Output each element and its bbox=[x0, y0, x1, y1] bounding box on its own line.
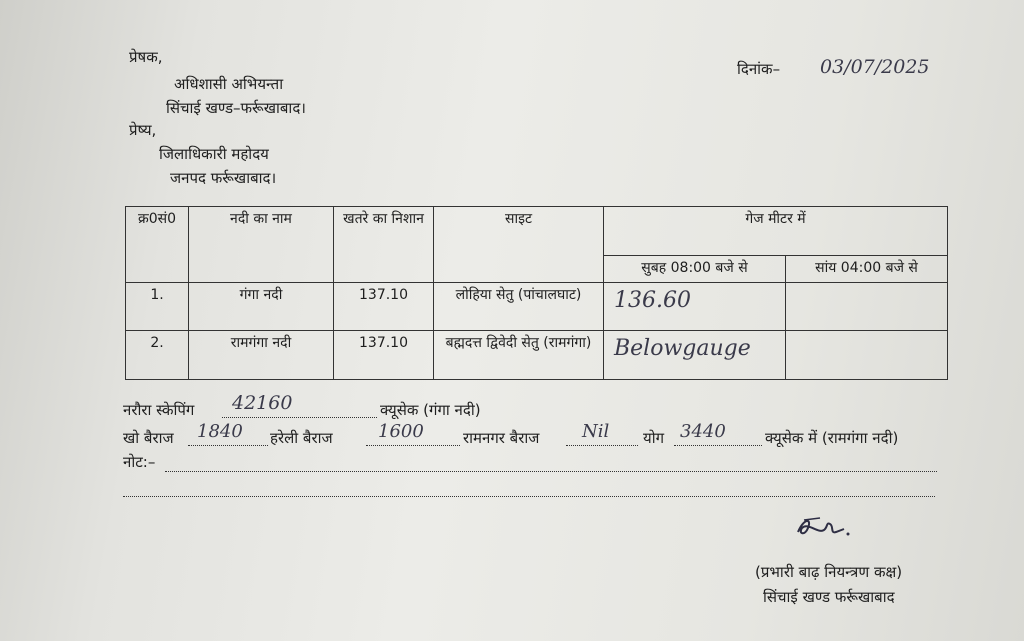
header-morning: सुबह 08:00 बजे से bbox=[604, 256, 786, 283]
table-row bbox=[126, 283, 948, 331]
header-danger-level: खतरे का निशान bbox=[334, 207, 434, 283]
table-header-row bbox=[126, 207, 948, 256]
header-gauge: गेज मीटर में bbox=[604, 207, 948, 256]
sender-designation: अधिशासी अभियन्ता bbox=[174, 75, 284, 93]
sender-label: प्रेषक, bbox=[129, 48, 163, 66]
row1-serial: 1. bbox=[126, 283, 189, 331]
recipient-label: प्रेष्य, bbox=[129, 121, 157, 139]
kho-value: 1840 bbox=[197, 421, 243, 442]
total-value: 3440 bbox=[680, 421, 726, 442]
recipient-district: जनपद फर्रूखाबाद। bbox=[170, 169, 277, 187]
total-dotted-line bbox=[674, 445, 762, 446]
row2-serial: 2. bbox=[126, 331, 189, 380]
row2-morning: Belowgauge bbox=[604, 331, 786, 380]
kho-dotted-line bbox=[188, 445, 268, 446]
header-site: साइट bbox=[434, 207, 604, 283]
row2-site: बह्मदत्त द्विवेदी सेतु (रामगंगा) bbox=[434, 331, 604, 380]
ramnagar-dotted-line bbox=[566, 445, 638, 446]
row1-morning: 136.60 bbox=[604, 283, 786, 331]
row2-evening bbox=[786, 331, 948, 380]
gauge-table bbox=[125, 206, 948, 380]
note-label: नोट:– bbox=[123, 453, 156, 471]
row1-danger: 137.10 bbox=[334, 283, 434, 331]
ramnagar-value: Nil bbox=[582, 421, 610, 442]
hareli-label: हरेली बैराज bbox=[270, 429, 333, 447]
hareli-value: 1600 bbox=[378, 421, 424, 442]
row2-river: रामगंगा नदी bbox=[189, 331, 334, 380]
total-label: योग bbox=[643, 429, 665, 447]
row2-danger: 137.10 bbox=[334, 331, 434, 380]
recipient-designation: जिलाधिकारी महोदय bbox=[159, 145, 269, 163]
narora-label: नरौरा स्केपिंग bbox=[123, 401, 195, 419]
note-dotted-line-1 bbox=[165, 471, 937, 472]
date-label: दिनांक– bbox=[737, 60, 781, 78]
total-unit: क्यूसेक में (रामगंगा नदी) bbox=[765, 429, 899, 447]
header-evening: सांय 04:00 बजे से bbox=[786, 256, 948, 283]
table-row bbox=[126, 331, 948, 380]
footer-designation: (प्रभारी बाढ़ नियन्त्रण कक्ष) bbox=[755, 563, 903, 581]
header-river: नदी का नाम bbox=[189, 207, 334, 283]
kho-label: खो बैराज bbox=[123, 429, 174, 447]
note-dotted-line-2 bbox=[123, 496, 935, 497]
row1-evening bbox=[786, 283, 948, 331]
sender-office: सिंचाई खण्ड–फर्रूखाबाद। bbox=[166, 99, 306, 117]
narora-unit: क्यूसेक (गंगा नदी) bbox=[380, 401, 481, 419]
row1-river: गंगा नदी bbox=[189, 283, 334, 331]
row1-site: लोहिया सेतु (पांचालघाट) bbox=[434, 283, 604, 331]
ramnagar-label: रामनगर बैराज bbox=[463, 429, 540, 447]
signature-image bbox=[790, 512, 856, 544]
narora-value: 42160 bbox=[232, 392, 293, 414]
header-serial: क्र0सं0 bbox=[126, 207, 189, 283]
narora-dotted-line bbox=[222, 417, 377, 418]
hareli-dotted-line bbox=[366, 445, 460, 446]
date-value: 03/07/2025 bbox=[820, 56, 930, 78]
footer-office: सिंचाई खण्ड फर्रूखाबाद bbox=[763, 588, 895, 606]
